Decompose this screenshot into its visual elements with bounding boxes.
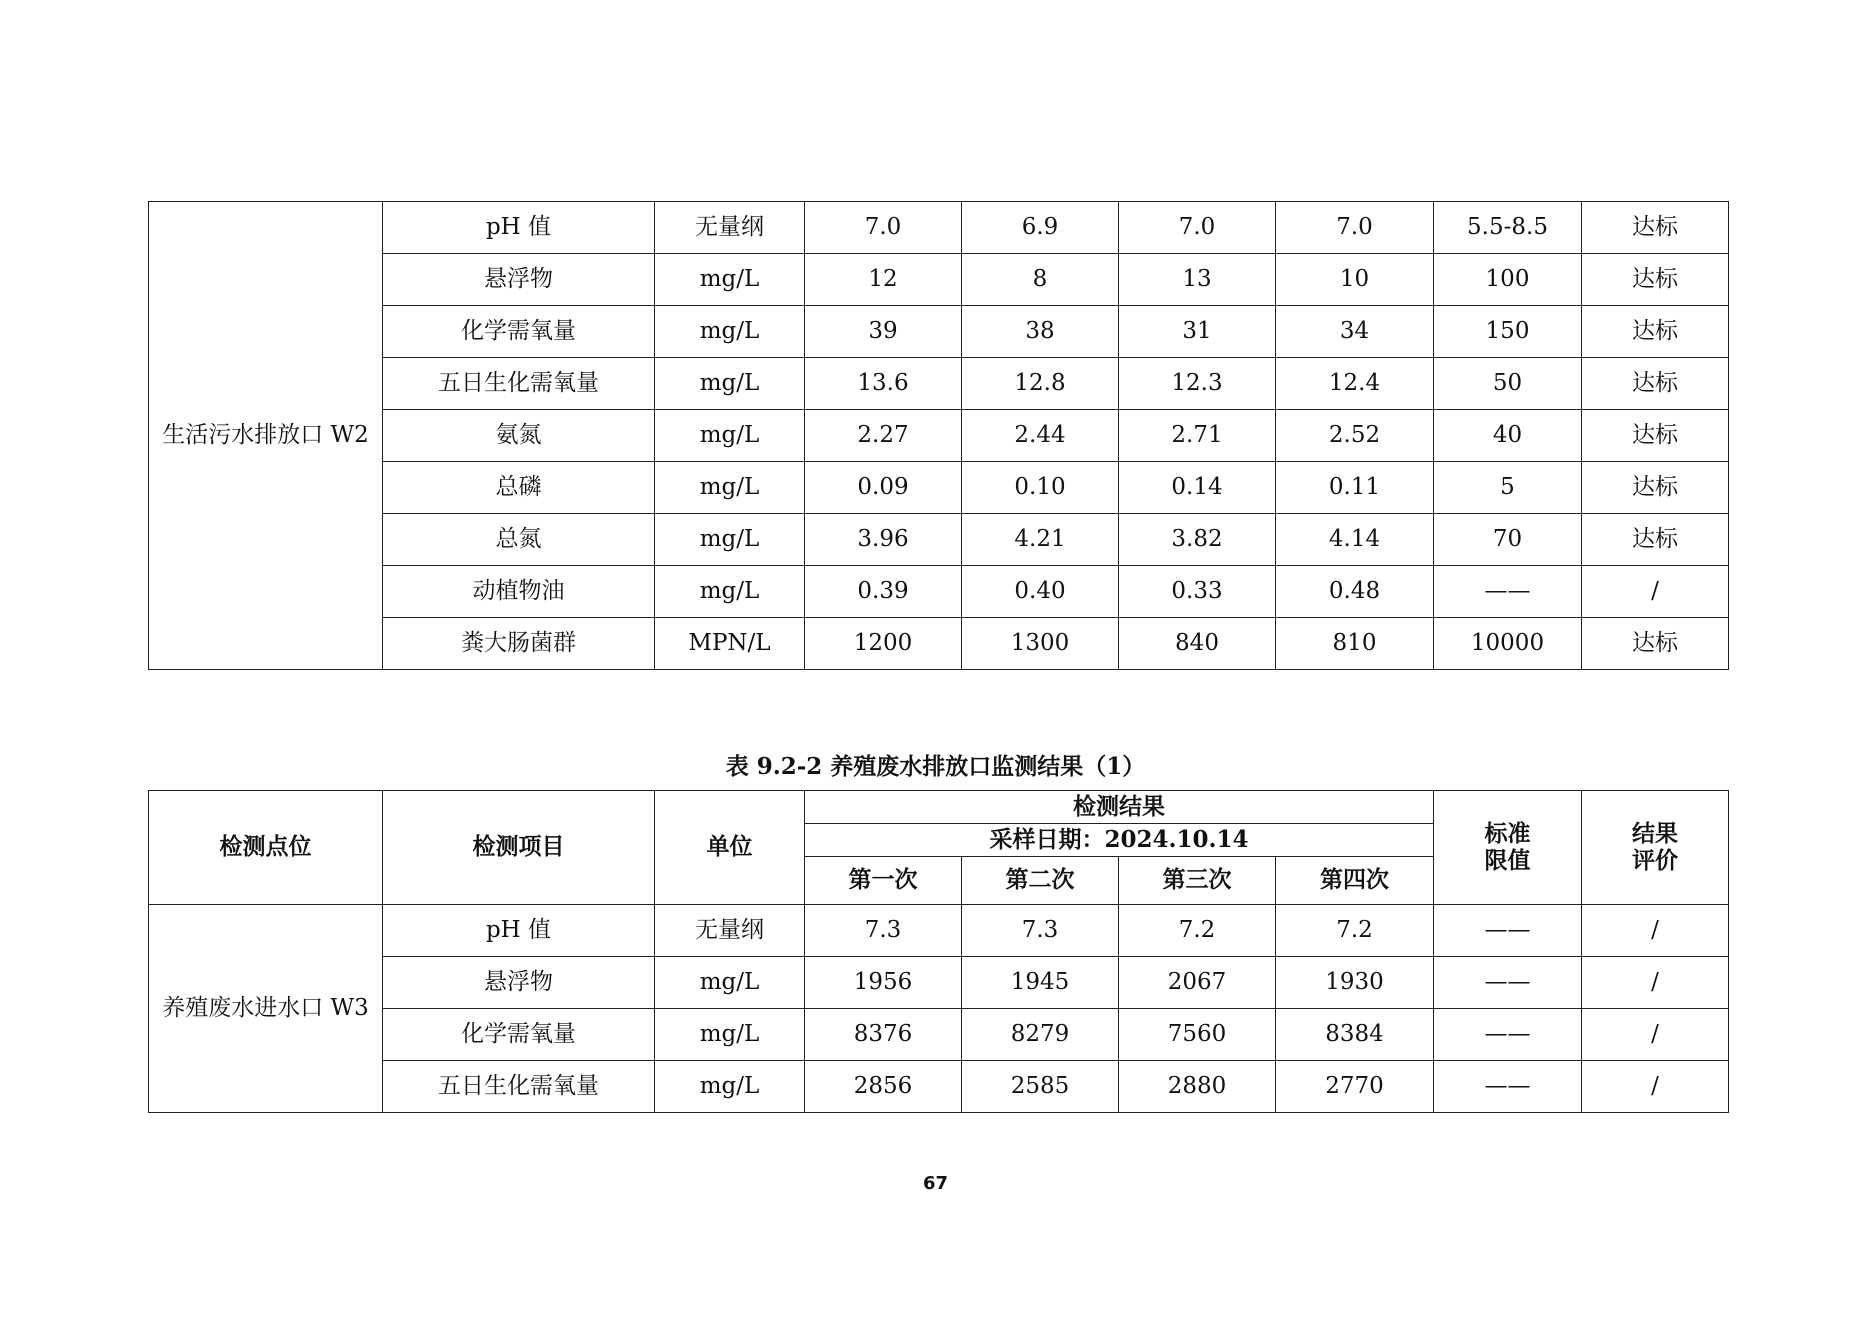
table-caption: 表 9.2-2 养殖废水排放口监测结果（1） [725, 753, 1146, 780]
result-cell: 0.11 [1276, 462, 1434, 514]
evaluation-cell: / [1582, 1061, 1729, 1113]
limit-cell: —— [1434, 957, 1582, 1009]
evaluation-cell: 达标 [1582, 618, 1729, 670]
result-cell: 8279 [962, 1009, 1119, 1061]
breeding-wastewater-table [148, 790, 1729, 1113]
header-limit-line1: 标准 [1484, 820, 1531, 848]
table-row [149, 566, 1729, 618]
table-row [149, 254, 1729, 306]
limit-cell: 70 [1434, 514, 1582, 566]
result-cell: 8376 [805, 1009, 962, 1061]
unit-cell: 无量纲 [655, 202, 805, 254]
result-cell: 1200 [805, 618, 962, 670]
result-cell: 38 [962, 306, 1119, 358]
unit-cell: 无量纲 [655, 905, 805, 957]
result-cell: 7.3 [962, 905, 1119, 957]
evaluation-cell: 达标 [1582, 358, 1729, 410]
result-cell: 0.10 [962, 462, 1119, 514]
result-cell: 2770 [1276, 1061, 1434, 1113]
result-cell: 6.9 [962, 202, 1119, 254]
item-cell: 化学需氧量 [383, 1009, 655, 1061]
table-row [149, 618, 1729, 670]
limit-cell: 100 [1434, 254, 1582, 306]
result-cell: 7.0 [1119, 202, 1276, 254]
header-row [149, 791, 1729, 824]
location-cell: 养殖废水进水口 W3 [149, 905, 383, 1113]
limit-cell: —— [1434, 1009, 1582, 1061]
evaluation-cell: 达标 [1582, 514, 1729, 566]
result-cell: 840 [1119, 618, 1276, 670]
unit-cell: mg/L [655, 254, 805, 306]
header-limit-line2: 限值 [1484, 846, 1531, 874]
result-cell: 2.52 [1276, 410, 1434, 462]
unit-cell: mg/L [655, 1009, 805, 1061]
item-cell: 悬浮物 [383, 957, 655, 1009]
item-cell: 氨氮 [383, 410, 655, 462]
result-cell: 12 [805, 254, 962, 306]
item-cell: 动植物油 [383, 566, 655, 618]
evaluation-cell: 达标 [1582, 462, 1729, 514]
result-cell: 3.82 [1119, 514, 1276, 566]
result-cell: 0.33 [1119, 566, 1276, 618]
table-row [149, 957, 1729, 1009]
evaluation-cell: / [1582, 905, 1729, 957]
result-cell: 7.3 [805, 905, 962, 957]
header-first: 第一次 [805, 857, 962, 905]
item-cell: 悬浮物 [383, 254, 655, 306]
result-cell: 810 [1276, 618, 1434, 670]
result-cell: 1930 [1276, 957, 1434, 1009]
unit-cell: mg/L [655, 462, 805, 514]
result-cell: 7.0 [1276, 202, 1434, 254]
result-cell: 0.40 [962, 566, 1119, 618]
result-cell: 1945 [962, 957, 1119, 1009]
table-row [149, 905, 1729, 957]
item-cell: 粪大肠菌群 [383, 618, 655, 670]
result-cell: 2880 [1119, 1061, 1276, 1113]
result-cell: 2585 [962, 1061, 1119, 1113]
monitoring-table-continued [148, 201, 1729, 670]
result-cell: 1300 [962, 618, 1119, 670]
result-cell: 12.4 [1276, 358, 1434, 410]
item-cell: 总磷 [383, 462, 655, 514]
table-row [149, 306, 1729, 358]
table-row [149, 514, 1729, 566]
result-cell: 1956 [805, 957, 962, 1009]
result-cell: 2067 [1119, 957, 1276, 1009]
result-cell: 2.71 [1119, 410, 1276, 462]
result-cell: 13 [1119, 254, 1276, 306]
result-cell: 7.2 [1119, 905, 1276, 957]
table-row [149, 462, 1729, 514]
header-unit: 单位 [655, 791, 805, 905]
result-cell: 7.2 [1276, 905, 1434, 957]
table-row [149, 202, 1729, 254]
result-cell: 2856 [805, 1061, 962, 1113]
unit-cell: mg/L [655, 514, 805, 566]
result-cell: 12.3 [1119, 358, 1276, 410]
table-row [149, 1009, 1729, 1061]
result-cell: 0.48 [1276, 566, 1434, 618]
limit-cell: 10000 [1434, 618, 1582, 670]
header-eval-line1: 结果 [1632, 820, 1678, 848]
header-item: 检测项目 [383, 791, 655, 905]
header-limit [1434, 791, 1582, 905]
unit-cell: mg/L [655, 957, 805, 1009]
result-cell: 0.14 [1119, 462, 1276, 514]
result-cell: 0.09 [805, 462, 962, 514]
unit-cell: mg/L [655, 1061, 805, 1113]
header-second: 第二次 [962, 857, 1119, 905]
table-row [149, 358, 1729, 410]
limit-cell: —— [1434, 1061, 1582, 1113]
evaluation-cell: 达标 [1582, 306, 1729, 358]
result-cell: 13.6 [805, 358, 962, 410]
evaluation-cell: / [1582, 957, 1729, 1009]
unit-cell: MPN/L [655, 618, 805, 670]
header-third: 第三次 [1119, 857, 1276, 905]
header-fourth: 第四次 [1276, 857, 1434, 905]
result-cell: 4.21 [962, 514, 1119, 566]
header-results: 检测结果 [805, 791, 1434, 824]
result-cell: 10 [1276, 254, 1434, 306]
result-cell: 3.96 [805, 514, 962, 566]
unit-cell: mg/L [655, 410, 805, 462]
result-cell: 7.0 [805, 202, 962, 254]
item-cell: pH 值 [383, 202, 655, 254]
result-cell: 0.39 [805, 566, 962, 618]
evaluation-cell: / [1582, 1009, 1729, 1061]
item-cell: 五日生化需氧量 [383, 1061, 655, 1113]
limit-cell: —— [1434, 905, 1582, 957]
item-cell: pH 值 [383, 905, 655, 957]
result-cell: 39 [805, 306, 962, 358]
table-row [149, 1061, 1729, 1113]
result-cell: 34 [1276, 306, 1434, 358]
result-cell: 8384 [1276, 1009, 1434, 1061]
limit-cell: 50 [1434, 358, 1582, 410]
header-location: 检测点位 [149, 791, 383, 905]
table-row [149, 410, 1729, 462]
result-cell: 7560 [1119, 1009, 1276, 1061]
evaluation-cell: 达标 [1582, 254, 1729, 306]
item-cell: 五日生化需氧量 [383, 358, 655, 410]
location-cell: 生活污水排放口 W2 [149, 202, 383, 670]
result-cell: 12.8 [962, 358, 1119, 410]
limit-cell: 40 [1434, 410, 1582, 462]
header-eval-line2: 评价 [1632, 846, 1678, 874]
item-cell: 化学需氧量 [383, 306, 655, 358]
limit-cell: —— [1434, 566, 1582, 618]
result-cell: 31 [1119, 306, 1276, 358]
unit-cell: mg/L [655, 566, 805, 618]
page-number: 67 [922, 1173, 949, 1194]
evaluation-cell: 达标 [1582, 202, 1729, 254]
limit-cell: 5.5-8.5 [1434, 202, 1582, 254]
item-cell: 总氮 [383, 514, 655, 566]
header-sampling-date: 采样日期：2024.10.14 [805, 824, 1434, 857]
unit-cell: mg/L [655, 358, 805, 410]
result-cell: 8 [962, 254, 1119, 306]
evaluation-cell: 达标 [1582, 410, 1729, 462]
limit-cell: 150 [1434, 306, 1582, 358]
header-evaluation [1582, 791, 1729, 905]
result-cell: 2.27 [805, 410, 962, 462]
limit-cell: 5 [1434, 462, 1582, 514]
result-cell: 4.14 [1276, 514, 1434, 566]
unit-cell: mg/L [655, 306, 805, 358]
evaluation-cell: / [1582, 566, 1729, 618]
result-cell: 2.44 [962, 410, 1119, 462]
